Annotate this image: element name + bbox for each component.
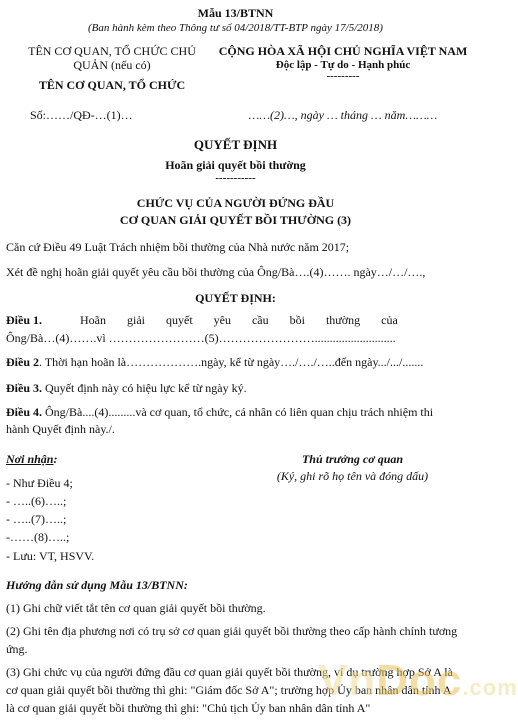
legal-basis: Căn cứ Điều 49 Luật Trách nhiệm bồi thường của Nhà nước năm 2017; (6, 240, 350, 254)
article-2 (6, 355, 423, 370)
article-4-label: Điều 4. (6, 405, 42, 419)
article-1-text-wrap (80, 313, 464, 328)
parent-agency-line2: QUẢN (nếu có) (73, 58, 151, 72)
article-4-text: Ông/Bà....(4).........và cơ quan, tổ chức, cá nhân có liên quan chịu trách nhiệm thi (42, 405, 434, 419)
article-2-label: Điều 2 (6, 355, 39, 369)
article-3-label: Điều 3. (6, 381, 42, 395)
recipients-label (6, 452, 57, 467)
title-separator: ----------- (215, 172, 256, 184)
national-motto: Độc lập - Tự do - Hạnh phúc (275, 59, 411, 71)
agency-name: TÊN CƠ QUAN, TỔ CHỨC (38, 78, 186, 92)
article-1-label: Điều 1. (6, 313, 42, 327)
authority-line1: CHỨC VỤ CỦA NGƯỜI ĐỨNG ĐẦU (136, 196, 335, 210)
watermark-part1: Vn (318, 656, 377, 705)
article-4-line2: hành Quyết định này./. (6, 422, 115, 436)
article-1-line1 (6, 313, 464, 328)
guide-note-2-line1: (2) Ghi tên địa phương nơi có trụ sở cơ quan giải quyết bồi thường theo cấp hành chính tương (6, 624, 458, 638)
recipients-label-text: Nơi nhận (6, 452, 54, 466)
document-subject: Hoãn giải quyết bồi thường (165, 158, 306, 172)
guide-note-3-line3: là cơ quan giải quyết bồi thường thì ghi: "Chủ tịch Ủy ban nhân dân tỉnh A" (6, 701, 371, 715)
guide-heading: Hướng dẫn sử dụng Mẫu 13/BTNN: (6, 578, 188, 592)
motto-separator: --------- (326, 70, 360, 82)
authority-line2: CƠ QUAN GIẢI QUYẾT BỒI THƯỜNG (3) (119, 213, 352, 227)
vndoc-watermark-logo (318, 656, 518, 706)
article-2-text: . Thời hạn hoãn là……………….ngày, kể từ ngày…./…./…..đến ngày.../.../....... (39, 355, 424, 369)
request-basis: Xét đề nghị hoãn giải quyết yêu cầu bồi thường của Ông/Bà….(4)……. ngày…/…/…., (6, 265, 426, 279)
issued-note: (Ban hành kèm theo Thông tư số 04/2018/TT-BTP ngày 17/5/2018) (88, 22, 383, 34)
national-title: CỘNG HÒA XÃ HỘI CHỦ NGHĨA VIỆT NAM (218, 44, 468, 58)
recipient-item: -……(8)…..; (6, 530, 70, 544)
recipient-item: - Như Điều 4; (6, 476, 73, 490)
decision-heading: QUYẾT ĐỊNH: (195, 291, 276, 305)
recipient-item: - Lưu: VT, HSVV. (6, 549, 95, 563)
signature-note: (Ký, ghi rõ họ tên và đóng dấu) (276, 469, 429, 483)
article-1-line2: Ông/Bà…(4)…….vì ……………………(5)……………………........................... (6, 331, 396, 345)
watermark-part2: Doc (376, 656, 463, 705)
recipient-item: - …..(6)…..; (6, 494, 67, 508)
place-date-line: ……(2)…, ngày … tháng … năm……… (248, 108, 438, 122)
article-3 (6, 381, 247, 396)
document-title: QUYẾT ĐỊNH (193, 137, 278, 152)
guide-note-1: (1) Ghi chữ viết tắt tên cơ quan giải quyết bồi thường. (6, 601, 266, 615)
guide-note-3-line1: (3) Ghi chức vụ của người đứng đầu cơ quan giải quyết bồi thường, ví dụ trường hợp Sở A là (6, 665, 453, 679)
article-1-text: Hoãn giải quyết yêu cầu bồi thường của (80, 313, 398, 327)
parent-agency-line1: TÊN CƠ QUAN, TỔ CHỨC CHỦ (28, 44, 196, 58)
form-number: Mẫu 13/BTNN (197, 6, 274, 20)
guide-note-2-line2: ứng. (6, 642, 28, 656)
signer-title: Thủ trưởng cơ quan (301, 452, 404, 466)
recipient-item: - …..(7)…..; (6, 512, 67, 526)
article-4-line1 (6, 405, 433, 420)
document-number: Số:……/QĐ-…(1)… (30, 108, 133, 122)
recipients-colon: : (53, 452, 58, 466)
article-3-text: Quyết định này có hiệu lực kể từ ngày ký. (42, 381, 247, 395)
watermark-part3: .com (462, 675, 518, 700)
guide-note-3-line2: cơ quan giải quyết bồi thường thì ghi: "Giám đốc Sở A"; trường hợp Ủy ban nhân dân tỉnh A (6, 683, 452, 697)
